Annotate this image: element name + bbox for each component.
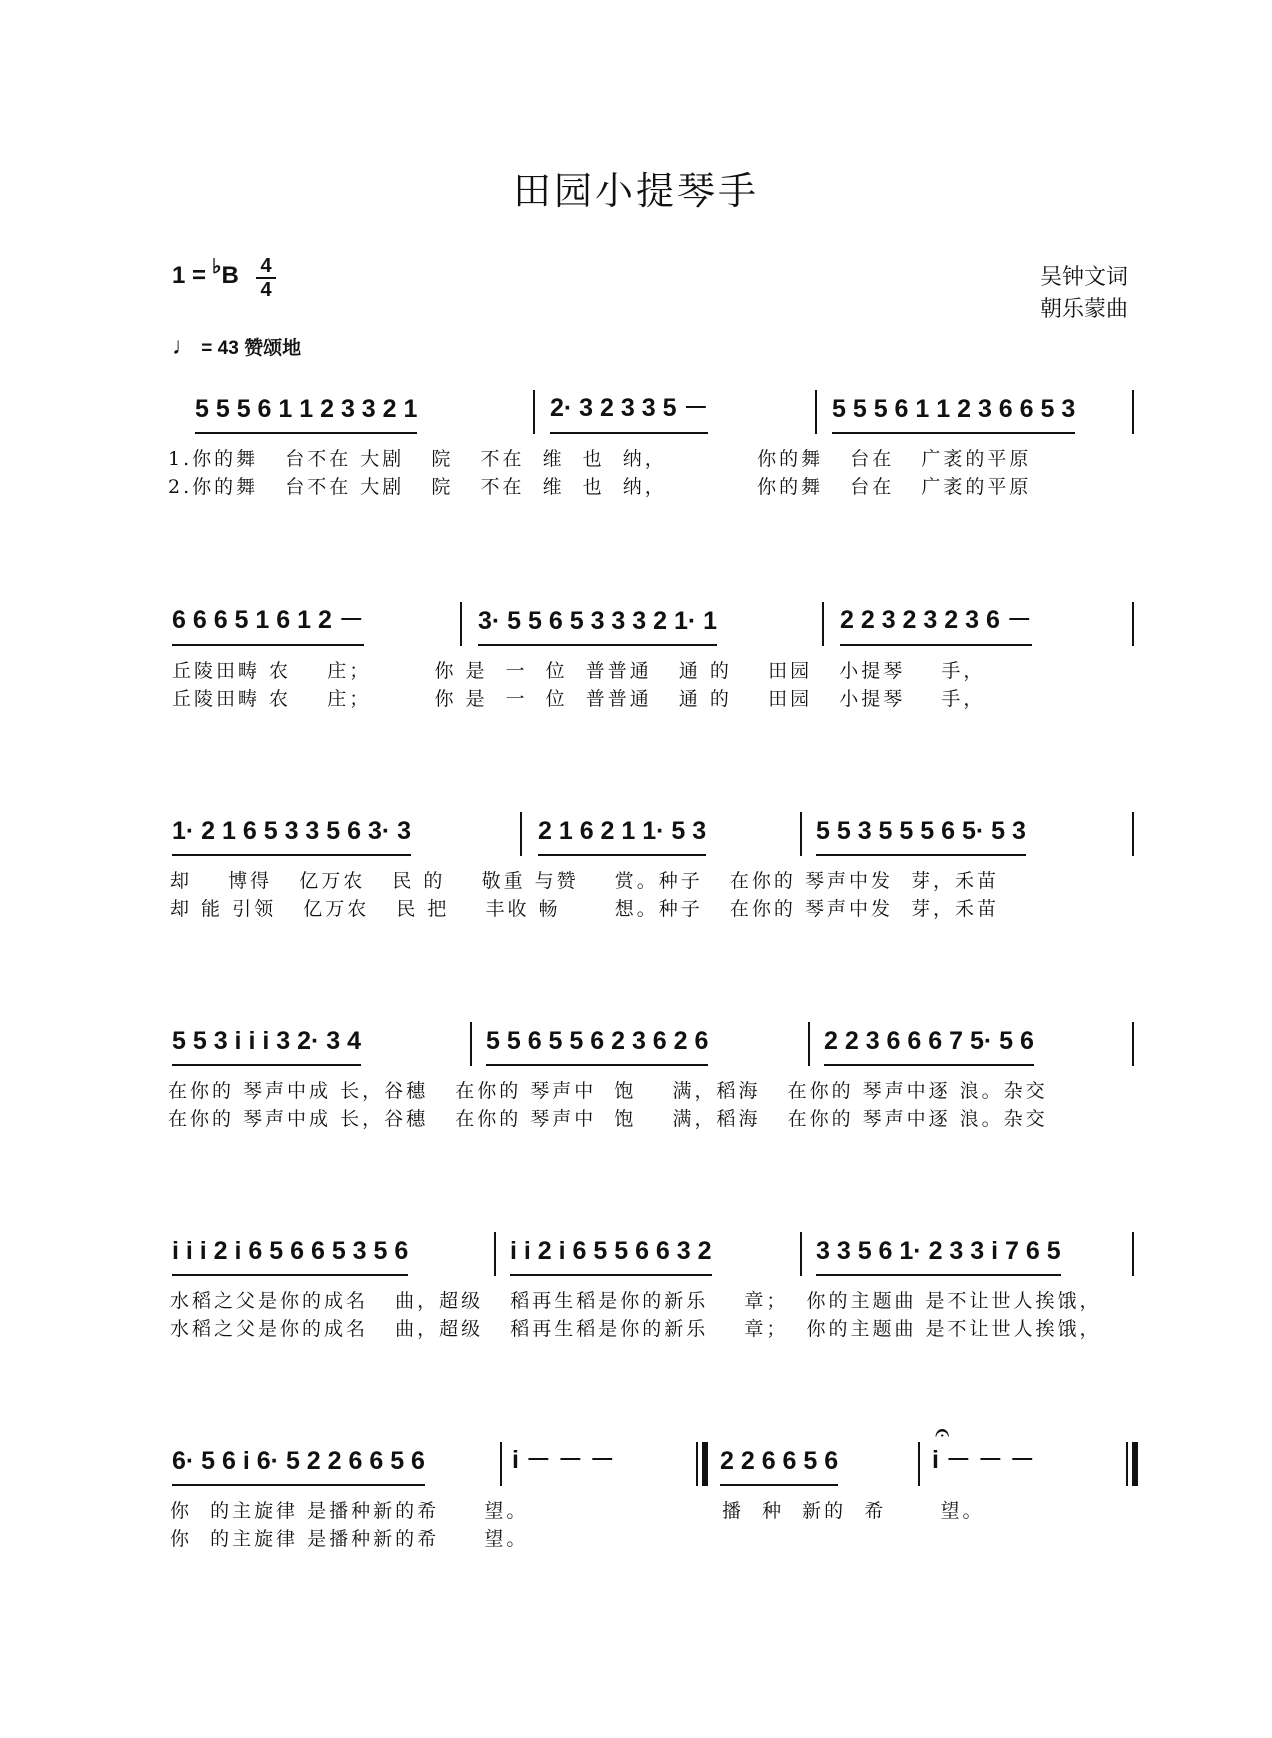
barline: [533, 390, 535, 434]
lyric-verse-2: 水稻之父是你的成名 曲，超级 稻再生稻是你的新乐 章； 你的主题曲 是不让世人挨饿，: [170, 1318, 1102, 1340]
repeat-barline: [696, 1442, 698, 1486]
barline: [1132, 1232, 1134, 1276]
score-system: [0, 1232, 1272, 1362]
measure-group: [172, 1022, 462, 1066]
measure-group: [538, 812, 778, 856]
measure-group: [478, 602, 796, 646]
barline: [1132, 602, 1134, 646]
measure-group: [512, 1442, 682, 1486]
notes: 5 5 3 i i i 3 2· 3 4: [172, 1027, 361, 1066]
score-system: [0, 390, 1272, 520]
notes: 1· 2 1 6 5 3 3 5 6 3· 3: [172, 817, 411, 856]
score-system: [0, 1418, 1272, 1572]
measure-group: [486, 1022, 798, 1066]
notes: 2 2 6 6 5 6: [720, 1447, 838, 1486]
tempo-expression: 赞颂地: [244, 338, 302, 359]
score-system: [0, 1022, 1272, 1152]
measure-group: [824, 1022, 1124, 1066]
song-title: 田园小提琴手: [512, 169, 759, 213]
notes: 5 5 6 5 5 6 2 3 6 2 6: [486, 1027, 708, 1066]
quarter-note-icon: ♩: [172, 333, 196, 360]
barline: [800, 1232, 802, 1276]
measure-group: [172, 1232, 472, 1276]
lyric-verse-1: 却 博得 亿万农 民 的 敬重 与赞 赏。种子 在你的 琴声中发 芽，禾苗: [170, 870, 1000, 892]
lyric-verse-1: 1.你的舞 台不在 大剧 院 不在 维 也 纳， 你的舞 台在 广袤的平原: [168, 448, 1032, 470]
barline: [494, 1232, 496, 1276]
time-numerator: 4: [260, 255, 272, 277]
measure-group: [172, 812, 492, 856]
fermata-icon: 𝄐: [935, 1418, 950, 1448]
lyric-verse-1: 在你的 琴声中成 长，谷穗 在你的 琴声中 饱 满，稻海 在你的 琴声中逐 浪。杂交: [168, 1080, 1048, 1102]
notes: 3 3 5 6 1· 2 3 3 i 7 6 5: [816, 1237, 1061, 1276]
barline: [500, 1442, 502, 1486]
measure-group: [720, 1442, 900, 1486]
barline: [808, 1022, 810, 1066]
lyric-verse-2: 却 能 引领 亿万农 民 把 丰收 畅 想。种子 在你的 琴声中发 芽，禾苗: [170, 898, 1000, 920]
notes: i － － －: [512, 1446, 615, 1474]
flat-sign: ♭: [212, 256, 222, 278]
measure-group: [172, 1442, 472, 1486]
notes: i i 2 i 6 5 5 6 6 3 2: [510, 1237, 712, 1276]
credits: [1040, 262, 1128, 326]
notes: 6 6 6 5 1 6 1 2 －: [172, 600, 364, 646]
notes: 2 2 3 2 3 2 3 6 －: [840, 600, 1032, 646]
tempo-marking: [172, 333, 301, 361]
lyric-verse-2: 2.你的舞 台不在 大剧 院 不在 维 也 纳， 你的舞 台在 广袤的平原: [168, 476, 1032, 498]
key-note: B: [221, 262, 239, 289]
time-signature: [256, 256, 276, 300]
key-signature: [172, 256, 239, 290]
lyric-verse-2: 你 的主旋律 是播种新的希 望。: [170, 1528, 529, 1550]
measure-group: [840, 602, 1120, 646]
barline: [918, 1442, 920, 1486]
key-prefix: 1 =: [172, 262, 207, 289]
repeat-barline-thick: [702, 1442, 708, 1486]
score-system: [0, 812, 1272, 942]
lyric-verse-1: 水稻之父是你的成名 曲，超级 稻再生稻是你的新乐 章； 你的主题曲 是不让世人挨饿，: [170, 1290, 1102, 1312]
notes: 6· 5 6 i 6· 5 2 2 6 6 5 6: [172, 1447, 425, 1486]
barline: [1132, 390, 1134, 434]
lyric-verse-2: 丘陵田畴 农 庄； 你 是 一 位 普普通 通 的 田园 小提琴 手，: [172, 688, 986, 710]
notes: i － － －: [932, 1446, 1035, 1474]
composer: 朝乐蒙曲: [1039, 297, 1128, 322]
tempo-value: = 43: [201, 338, 239, 359]
score-system: [0, 602, 1272, 732]
notes: 2 1 6 2 1 1· 5 3: [538, 817, 706, 856]
lyricist: 吴钟文词: [1039, 265, 1128, 290]
notes: 5 5 5 6 1 1 2 3 3 2 1: [195, 395, 417, 434]
barline: [1132, 1022, 1134, 1066]
lyric-coda: 播 种 新的 希 望。: [722, 1500, 985, 1522]
notes: 3· 5 5 6 5 3 3 3 2 1· 1: [478, 607, 717, 646]
lyric-verse-1: 你 的主旋律 是播种新的希 望。: [170, 1500, 529, 1522]
barline: [470, 1022, 472, 1066]
final-barline-thick: [1132, 1442, 1138, 1486]
barline: [520, 812, 522, 856]
notes: 2 2 3 6 6 6 7 5· 5 6: [824, 1027, 1034, 1066]
measure-group: [816, 812, 1122, 856]
barline: [822, 602, 824, 646]
notes: 5 5 3 5 5 5 6 5· 5 3: [816, 817, 1026, 856]
lyric-verse-2: 在你的 琴声中成 长，谷穗 在你的 琴声中 饱 满，稻海 在你的 琴声中逐 浪。杂交: [168, 1108, 1048, 1130]
measure-group: [932, 1442, 1102, 1486]
notes: i i i 2 i 6 5 6 6 5 3 5 6: [172, 1237, 408, 1276]
final-barline: [1126, 1442, 1128, 1486]
measure-group: [550, 390, 780, 434]
barline: [460, 602, 462, 646]
barline: [815, 390, 817, 434]
notes: 2· 3 2 3 3 5 －: [550, 388, 708, 434]
time-denominator: 4: [260, 279, 272, 301]
measure-group: [195, 390, 515, 434]
measure-group: [172, 602, 432, 646]
barline: [1132, 812, 1134, 856]
measure-group: [510, 1232, 780, 1276]
notes: 5 5 5 6 1 1 2 3 6 6 5 3: [832, 395, 1075, 434]
measure-group: [816, 1232, 1122, 1276]
barline: [800, 812, 802, 856]
measure-group: [832, 390, 1122, 434]
lyric-verse-1: 丘陵田畴 农 庄； 你 是 一 位 普普通 通 的 田园 小提琴 手，: [172, 660, 986, 682]
